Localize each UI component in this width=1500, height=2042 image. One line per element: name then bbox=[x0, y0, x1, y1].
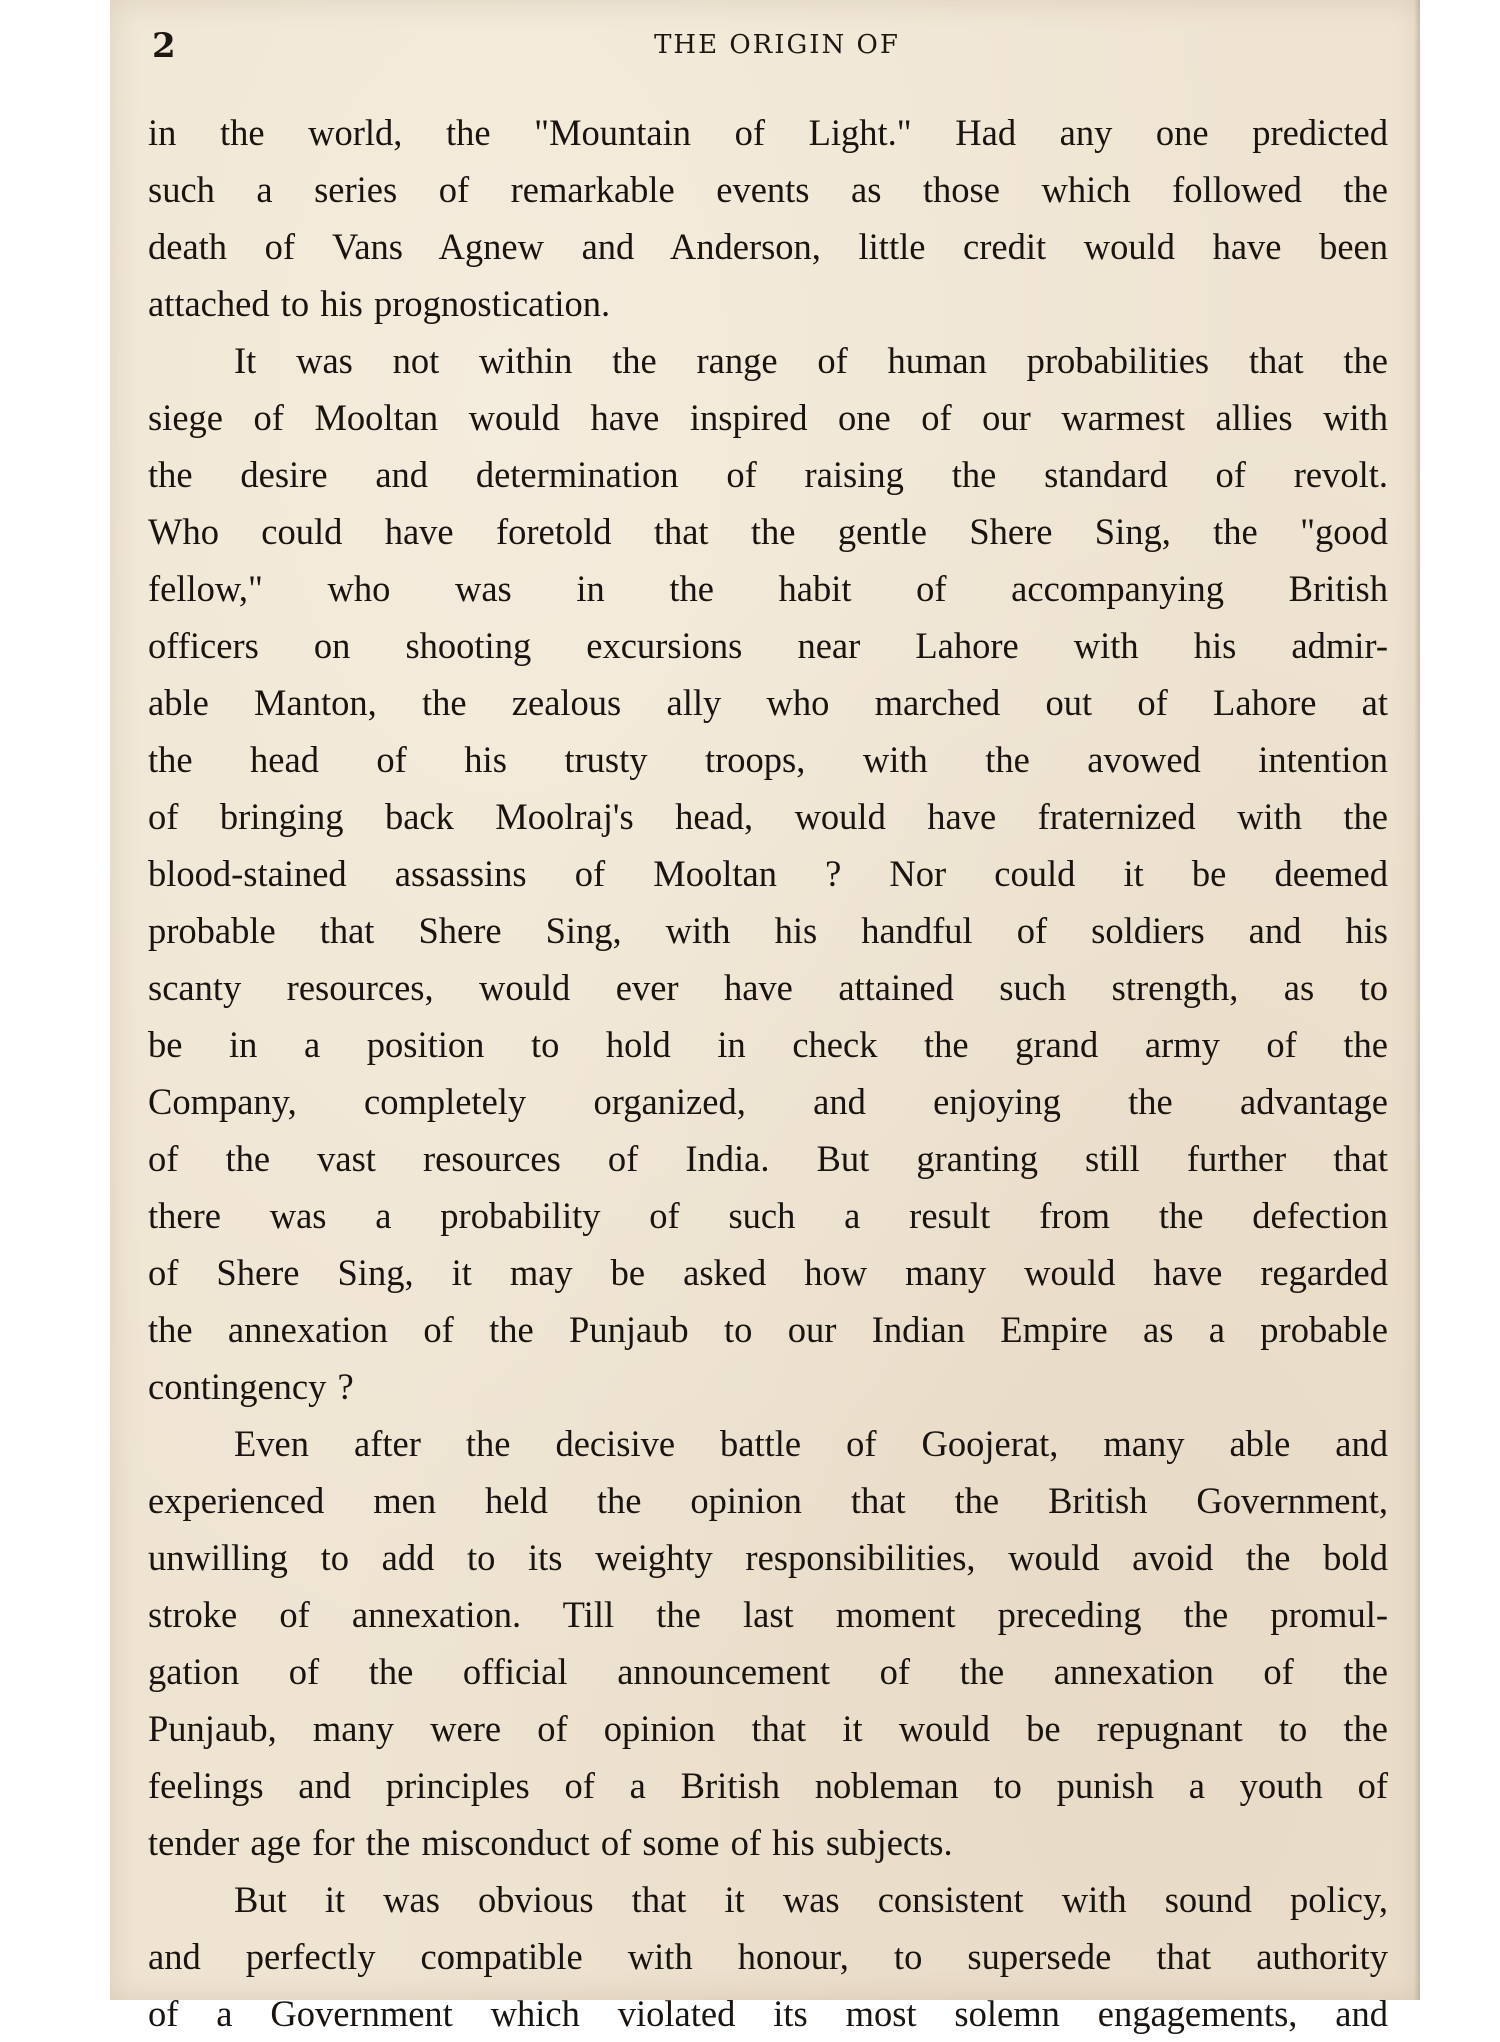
text-line: of Shere Sing, it may be asked how many would have regarded bbox=[148, 1252, 1388, 1293]
paragraph-4 bbox=[148, 1871, 1388, 2042]
page-edge-shadow bbox=[1414, 0, 1420, 2000]
text-line: there was a probability of such a result from the defection bbox=[148, 1195, 1388, 1236]
text-line: blood-stained assassins of Mooltan ? Nor could it be deemed bbox=[148, 853, 1388, 894]
text-line: fellow," who was in the habit of accompanying British bbox=[148, 568, 1388, 609]
text-line: Punjaub, many were of opinion that it would be repugnant to the bbox=[148, 1708, 1388, 1749]
text-line: be in a position to hold in check the grand army of the bbox=[148, 1024, 1388, 1065]
text-line: scanty resources, would ever have attained such strength, as to bbox=[148, 967, 1388, 1008]
text-line: Company, completely organized, and enjoying the advantage bbox=[148, 1081, 1388, 1122]
text-line: feelings and principles of a British nobleman to punish a youth of bbox=[148, 1765, 1388, 1806]
paragraph-1 bbox=[148, 104, 1388, 332]
text-line: siege of Mooltan would have inspired one of our warmest allies with bbox=[148, 397, 1388, 438]
text-line: in the world, the "Mountain of Light." Had any one predicted bbox=[148, 112, 1388, 153]
text-line: tender age for the misconduct of some of his subjects. bbox=[148, 1822, 953, 1863]
text-line: It was not within the range of human probabilities that the bbox=[234, 340, 1388, 381]
text-line: probable that Shere Sing, with his handful of soldiers and his bbox=[148, 910, 1388, 951]
running-head: THE ORIGIN OF bbox=[654, 30, 900, 60]
text-line: gation of the official announcement of the annexation of the bbox=[148, 1651, 1388, 1692]
text-line: able Manton, the zealous ally who marched out of Lahore at bbox=[148, 682, 1388, 723]
body-text bbox=[148, 104, 1388, 2042]
text-line: stroke of annexation. Till the last moment preceding the promul- bbox=[148, 1594, 1388, 1635]
text-line: the desire and determination of raising the standard of revolt. bbox=[148, 454, 1388, 495]
text-line: death of Vans Agnew and Anderson, little credit would have been bbox=[148, 226, 1388, 267]
text-line: attached to his prognostication. bbox=[148, 283, 611, 324]
text-line: Even after the decisive battle of Goojerat, many able and bbox=[234, 1423, 1388, 1464]
page-number: 2 bbox=[152, 26, 176, 66]
text-line: experienced men held the opinion that the British Government, bbox=[148, 1480, 1388, 1521]
text-line: and perfectly compatible with honour, to supersede that authority bbox=[148, 1936, 1388, 1977]
text-line: Who could have foretold that the gentle Shere Sing, the "good bbox=[148, 511, 1388, 552]
text-line: such a series of remarkable events as those which followed the bbox=[148, 169, 1388, 210]
text-line: unwilling to add to its weighty responsibilities, would avoid the bold bbox=[148, 1537, 1388, 1578]
book-page bbox=[110, 0, 1420, 2034]
text-line: of the vast resources of India. But granting still further that bbox=[148, 1138, 1388, 1179]
text-line: of bringing back Moolraj's head, would have fraternized with the bbox=[148, 796, 1388, 837]
paragraph-3 bbox=[148, 1415, 1388, 1871]
text-line: But it was obvious that it was consistent with sound policy, bbox=[234, 1879, 1388, 1920]
page-header bbox=[152, 26, 1402, 72]
text-line: contingency ? bbox=[148, 1366, 354, 1407]
text-line: the head of his trusty troops, with the avowed intention bbox=[148, 739, 1388, 780]
text-line: the annexation of the Punjaub to our Indian Empire as a probable bbox=[148, 1309, 1388, 1350]
paragraph-2 bbox=[148, 332, 1388, 1415]
text-line: officers on shooting excursions near Lahore with his admir- bbox=[148, 625, 1388, 666]
text-line: of a Government which violated its most solemn engagements, and bbox=[148, 1993, 1388, 2034]
